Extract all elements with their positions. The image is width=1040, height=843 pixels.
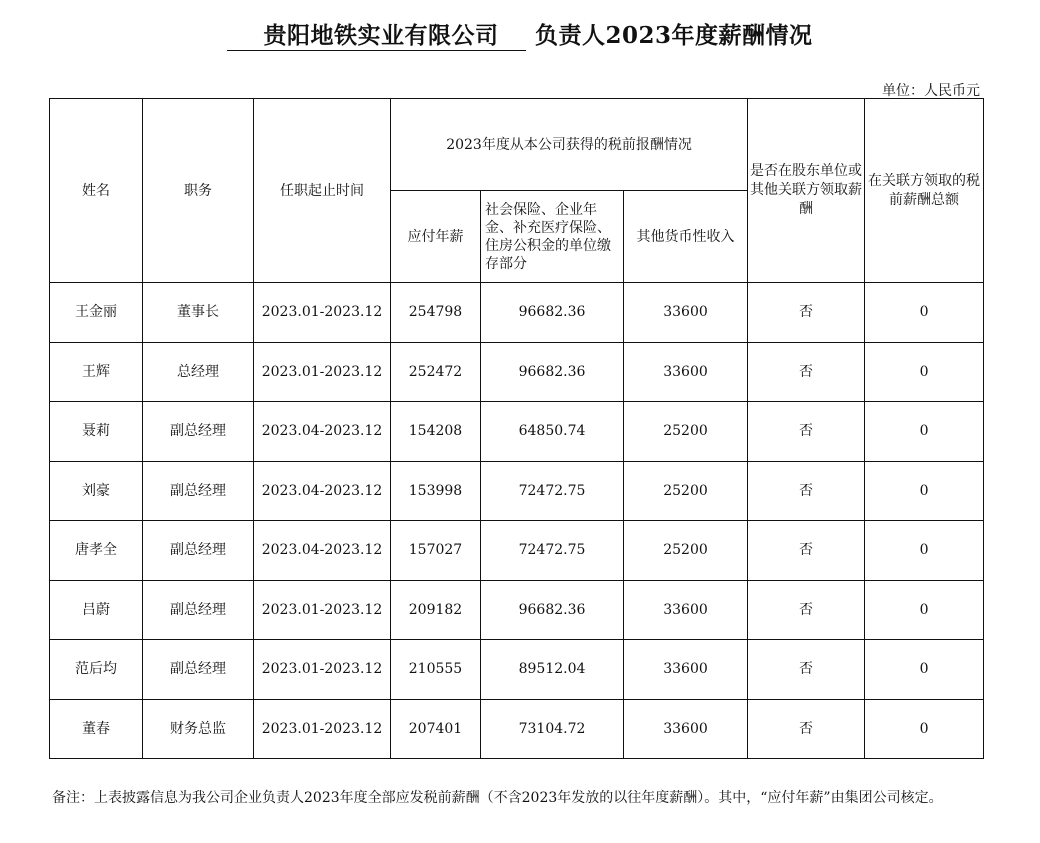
cell-insurance: 73104.72 (481, 699, 624, 759)
cell-name: 唐孝全 (50, 521, 143, 581)
cell-related-party: 否 (748, 283, 865, 343)
cell-name: 范后均 (50, 640, 143, 700)
header-related-total (865, 99, 984, 283)
cell-term: 2023.01-2023.12 (254, 640, 391, 700)
header-annual-pay: 应付年薪 (391, 191, 481, 283)
cell-insurance: 72472.75 (481, 461, 624, 521)
cell-related-total: 0 (865, 640, 984, 700)
currency-unit: 单位：人民币元 (882, 83, 980, 99)
table-row (50, 461, 984, 521)
cell-name: 聂莉 (50, 402, 143, 462)
header-position: 职务 (143, 99, 254, 283)
cell-annual-pay: 153998 (391, 461, 481, 521)
header-term: 任职起止时间 (254, 99, 391, 283)
cell-other-income: 25200 (624, 461, 748, 521)
salary-table (49, 98, 984, 759)
header-other-income: 其他货币性收入 (624, 191, 748, 283)
cell-related-party: 否 (748, 699, 865, 759)
cell-insurance: 96682.36 (481, 283, 624, 343)
header-related-party (748, 99, 865, 283)
cell-annual-pay: 254798 (391, 283, 481, 343)
cell-related-total: 0 (865, 461, 984, 521)
cell-insurance: 72472.75 (481, 521, 624, 581)
cell-term: 2023.01-2023.12 (254, 283, 391, 343)
cell-related-total: 0 (865, 699, 984, 759)
cell-position: 副总经理 (143, 640, 254, 700)
cell-other-income: 33600 (624, 640, 748, 700)
cell-related-total: 0 (865, 580, 984, 640)
cell-related-total: 0 (865, 521, 984, 581)
cell-term: 2023.01-2023.12 (254, 342, 391, 402)
company-name: 贵阳地铁实业有限公司 (227, 23, 526, 51)
table-row (50, 580, 984, 640)
table-row (50, 402, 984, 462)
cell-position: 副总经理 (143, 402, 254, 462)
cell-related-party: 否 (748, 521, 865, 581)
cell-term: 2023.04-2023.12 (254, 461, 391, 521)
table-body (50, 283, 984, 759)
cell-other-income: 33600 (624, 283, 748, 343)
header-insurance (481, 191, 624, 283)
table-row (50, 640, 984, 700)
footnote: 备注：上表披露信息为我公司企业负责人2023年度全部应发税前薪酬（不含2023年发放的以往年度薪酬）。其中，“应付年薪”由集团公司核定。 (52, 790, 943, 806)
cell-annual-pay: 209182 (391, 580, 481, 640)
cell-annual-pay: 252472 (391, 342, 481, 402)
cell-related-total: 0 (865, 402, 984, 462)
cell-position: 董事长 (143, 283, 254, 343)
cell-insurance: 96682.36 (481, 342, 624, 402)
table-row (50, 699, 984, 759)
cell-related-total: 0 (865, 283, 984, 343)
header-name: 姓名 (50, 99, 143, 283)
table-row (50, 342, 984, 402)
cell-other-income: 25200 (624, 402, 748, 462)
cell-position: 财务总监 (143, 699, 254, 759)
header-insurance-text: 社会保险、企业年金、补充医疗保险、住房公积金的单位缴存部分 (485, 201, 611, 272)
table-row (50, 283, 984, 343)
cell-insurance: 96682.36 (481, 580, 624, 640)
report-title: 负责人2023年度薪酬情况 (535, 22, 813, 49)
cell-annual-pay: 210555 (391, 640, 481, 700)
cell-other-income: 33600 (624, 580, 748, 640)
cell-term: 2023.01-2023.12 (254, 580, 391, 640)
cell-annual-pay: 207401 (391, 699, 481, 759)
cell-term: 2023.04-2023.12 (254, 402, 391, 462)
cell-name: 王金丽 (50, 283, 143, 343)
cell-name: 吕蔚 (50, 580, 143, 640)
cell-related-party: 否 (748, 342, 865, 402)
cell-term: 2023.04-2023.12 (254, 521, 391, 581)
cell-name: 王辉 (50, 342, 143, 402)
cell-name: 董春 (50, 699, 143, 759)
cell-related-party: 否 (748, 580, 865, 640)
header-related-total-text: 在关联方领取的税前薪酬总额 (868, 173, 981, 208)
header-related-party-text: 是否在股东单位或其他关联方领取薪酬 (750, 163, 863, 217)
cell-other-income: 25200 (624, 521, 748, 581)
cell-position: 总经理 (143, 342, 254, 402)
cell-related-party: 否 (748, 402, 865, 462)
cell-position: 副总经理 (143, 521, 254, 581)
header-pretax-group: 2023年度从本公司获得的税前报酬情况 (391, 99, 748, 191)
cell-other-income: 33600 (624, 342, 748, 402)
cell-name: 刘豪 (50, 461, 143, 521)
cell-position: 副总经理 (143, 461, 254, 521)
cell-annual-pay: 154208 (391, 402, 481, 462)
page-title (0, 22, 1040, 51)
cell-insurance: 64850.74 (481, 402, 624, 462)
cell-position: 副总经理 (143, 580, 254, 640)
cell-other-income: 33600 (624, 699, 748, 759)
cell-related-party: 否 (748, 461, 865, 521)
cell-related-total: 0 (865, 342, 984, 402)
cell-related-party: 否 (748, 640, 865, 700)
cell-insurance: 89512.04 (481, 640, 624, 700)
cell-term: 2023.01-2023.12 (254, 699, 391, 759)
table-row (50, 521, 984, 581)
cell-annual-pay: 157027 (391, 521, 481, 581)
